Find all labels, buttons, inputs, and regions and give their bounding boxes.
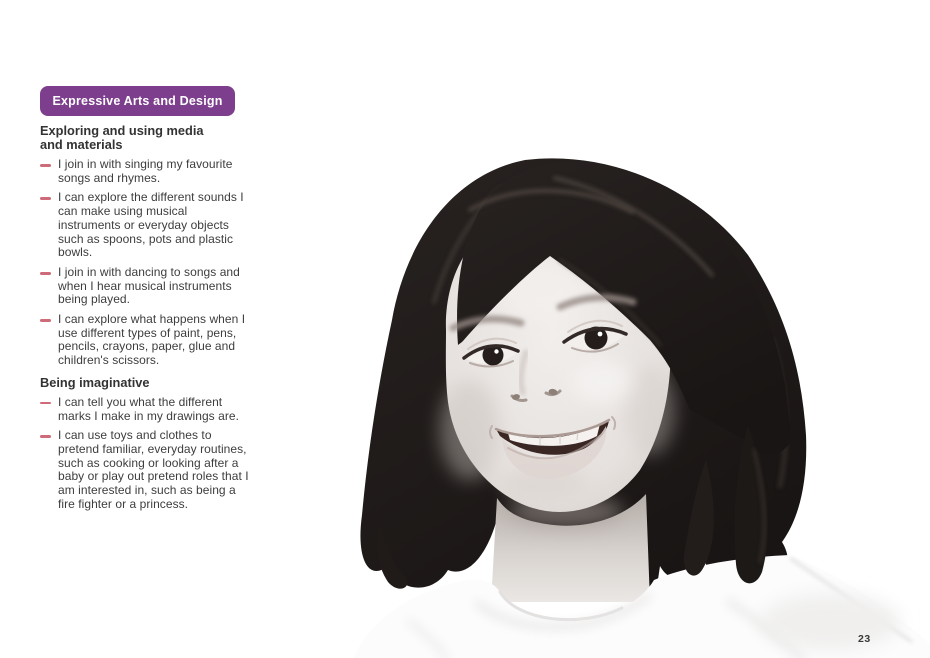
list-item xyxy=(40,158,250,185)
bullet-dash-icon xyxy=(40,402,51,405)
list-item xyxy=(40,313,250,368)
category-badge-label: Expressive Arts and Design xyxy=(52,94,223,108)
bullet-dash-icon xyxy=(40,435,51,438)
page-number: 23 xyxy=(858,633,871,645)
bullet-text: I can use toys and clothes to pretend familiar, everyday routines, such as cooking or looking after a baby or play out pretend roles that I am interested in, such as being a fire fighter or a princess. xyxy=(58,428,249,511)
bullet-dash-icon xyxy=(40,197,51,200)
category-badge xyxy=(40,86,235,116)
bullet-text: I can explore what happens when I use different types of paint, pens, pencils, crayons, paper, glue and children's scissors. xyxy=(58,312,246,368)
child-photo xyxy=(350,130,930,658)
list-item xyxy=(40,266,250,307)
bullet-text: I join in with singing my favourite songs and rhymes. xyxy=(58,157,233,185)
section-heading-exploring: Exploring and using media and materials xyxy=(40,123,204,152)
bullet-dash-icon xyxy=(40,319,51,322)
bullet-text: I join in with dancing to songs and when I hear musical instruments being played. xyxy=(58,264,240,307)
list-item xyxy=(40,191,250,260)
bullet-dash-icon xyxy=(40,272,51,275)
bullet-text: I can explore the different sounds I can make using musical instruments or everyday objects such as spoons, pots and plastic bowls. xyxy=(58,190,244,260)
bullet-text: I can tell you what the different marks I make in my drawings are. xyxy=(58,394,239,423)
list-item xyxy=(40,396,250,423)
list-item xyxy=(40,429,250,511)
section-heading-being-imaginative: Being imaginative xyxy=(40,374,150,390)
bullet-dash-icon xyxy=(40,164,51,167)
text-column xyxy=(40,124,250,517)
